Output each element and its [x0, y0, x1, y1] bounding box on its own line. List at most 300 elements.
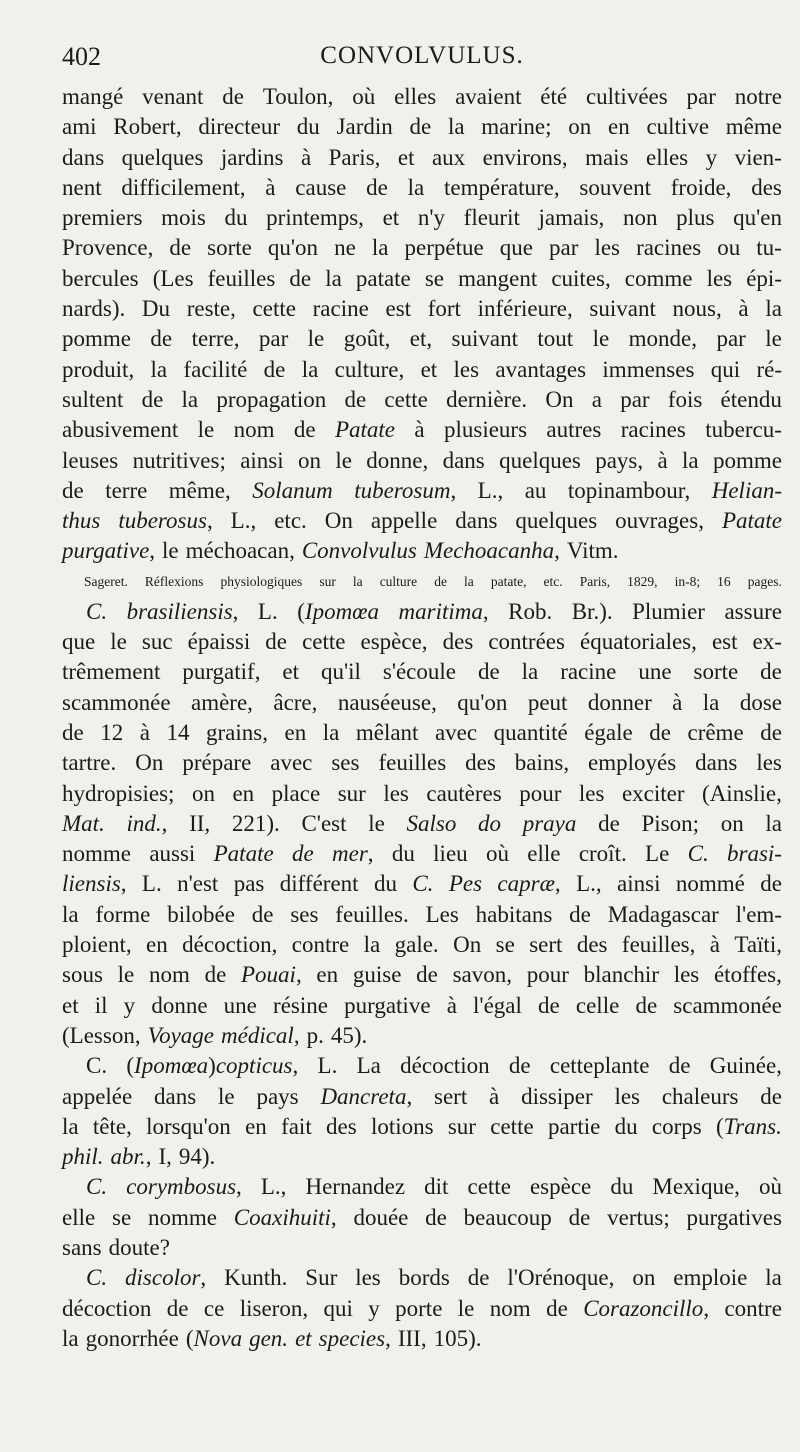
text-line [62, 809, 782, 839]
text-line [62, 536, 782, 566]
word: on [191, 780, 215, 806]
word: elles [645, 144, 689, 170]
word [126, 1051, 298, 1081]
word: y [705, 144, 718, 170]
word: 16 [717, 573, 731, 589]
word: dans [442, 447, 485, 473]
word: Pison; [641, 810, 699, 836]
word: de [169, 235, 192, 261]
word: et [295, 1325, 312, 1351]
word: donne [151, 992, 208, 1018]
text-line [62, 779, 782, 809]
word [186, 1324, 242, 1354]
word: facilité [183, 356, 248, 382]
word: premiers [62, 205, 143, 231]
word: Toulon, [262, 84, 334, 109]
text-line [62, 1172, 782, 1202]
word: Du [141, 296, 171, 322]
word: nauséeuse, [337, 689, 437, 715]
word: On [135, 750, 164, 776]
word: de [598, 810, 620, 836]
word: décoction, [182, 932, 278, 958]
word: sert [434, 1083, 468, 1109]
word: de [251, 901, 274, 927]
word: amère, [191, 689, 253, 715]
word: se [112, 1204, 132, 1230]
word: la [363, 932, 381, 958]
word: le [110, 629, 127, 655]
word: espèce [529, 1174, 592, 1200]
word: sultent [62, 386, 124, 412]
word: la [682, 447, 699, 473]
word: ses [331, 750, 360, 776]
word: en [284, 719, 307, 745]
word: , [450, 477, 457, 503]
text-line [62, 597, 782, 627]
word: à [672, 689, 683, 715]
word: brasi- [727, 841, 782, 867]
word: du [296, 114, 320, 140]
word: Madagascar [607, 901, 719, 927]
text-line [62, 203, 782, 233]
word: , [295, 962, 302, 988]
word: Ipomœa [134, 1053, 209, 1079]
text-line [62, 627, 782, 657]
text-line [62, 1142, 782, 1172]
word: ( [126, 1053, 135, 1079]
word: copticus [215, 1053, 293, 1079]
word: le [368, 810, 385, 836]
word: sert [529, 932, 563, 958]
word: de [477, 659, 500, 685]
word: C. [412, 871, 434, 897]
text-line [62, 1324, 782, 1354]
word: méchoacan, [185, 538, 295, 564]
word: Dancreta [320, 1083, 407, 1109]
text-line [62, 143, 782, 173]
word: plus [676, 205, 715, 231]
word: ( [185, 1325, 194, 1351]
word: Mexique, [652, 1174, 740, 1200]
word: même [725, 114, 782, 140]
text-line [62, 294, 782, 324]
word: où [485, 841, 509, 867]
word: aussi [149, 841, 196, 867]
word: le [592, 326, 610, 352]
word: quantité [493, 719, 568, 745]
word: en [146, 932, 168, 958]
word: et [420, 356, 438, 382]
word: racine [312, 296, 369, 322]
word: médical [221, 1022, 294, 1048]
word: appelée [62, 1083, 133, 1109]
word: ind. [126, 810, 162, 836]
word: discolor [125, 1265, 201, 1291]
word: mois [161, 205, 206, 231]
word: à [489, 1083, 500, 1109]
word: à [139, 719, 150, 745]
word: ou [717, 235, 741, 261]
text-line [62, 506, 782, 536]
word: de [204, 962, 227, 988]
word: ( [297, 598, 305, 624]
word: âcre, [273, 689, 318, 715]
word: L. [257, 598, 278, 624]
word: à [738, 296, 749, 322]
word: porte [395, 1295, 443, 1321]
word: tartre. [62, 750, 117, 776]
word [241, 960, 302, 990]
word: sur [319, 573, 336, 589]
word: 1829, [627, 573, 658, 589]
word: Ipomœa [304, 598, 380, 624]
word: Les [425, 901, 459, 927]
word: quelques [515, 508, 598, 534]
word: ploient, [62, 932, 132, 958]
word: douée [353, 1204, 409, 1230]
word: en [232, 780, 255, 806]
word: Plumier [632, 598, 705, 624]
word: lotions [370, 1113, 434, 1139]
word: ré- [756, 356, 782, 382]
word: feuilles [378, 750, 447, 776]
word: de [265, 629, 288, 655]
text-line [62, 991, 782, 1021]
word: purgative [344, 992, 431, 1018]
word [399, 597, 489, 627]
word: grains, [206, 719, 268, 745]
word: L., [477, 477, 504, 503]
word: , [236, 1174, 242, 1200]
word: Corazoncillo [583, 1295, 704, 1321]
word: feuilles. [335, 901, 409, 927]
word: la [301, 356, 319, 382]
word: nent [62, 174, 102, 200]
text-line [62, 1112, 782, 1142]
word: de [668, 1053, 691, 1079]
word [118, 506, 212, 536]
word: corymbosus [126, 1174, 237, 1200]
word: directeur [198, 114, 281, 140]
text-line [62, 688, 782, 718]
word: capræ [497, 871, 555, 897]
word: species [318, 1325, 386, 1351]
text-line [62, 1294, 782, 1324]
word: crême [687, 719, 744, 745]
word: bilobée [167, 901, 235, 927]
word: reste, [186, 296, 236, 322]
text-line [62, 173, 782, 203]
word: sur [337, 780, 366, 806]
word: la [407, 174, 425, 200]
word: on [297, 447, 321, 473]
word: avec [434, 719, 478, 745]
text-line [62, 1233, 782, 1263]
word: est [711, 629, 738, 655]
word: praya [522, 810, 577, 836]
word: C. [687, 841, 709, 867]
word: , [149, 538, 156, 564]
word: la [62, 1113, 79, 1139]
word: difficilement, [121, 174, 246, 200]
word: ce [203, 1295, 225, 1321]
word: par [716, 326, 746, 352]
text-line [62, 1051, 782, 1081]
word: à [414, 417, 425, 443]
word: en [245, 1113, 267, 1139]
word: mangent [458, 265, 538, 291]
word: la [765, 296, 782, 322]
word: la [447, 114, 465, 140]
word: II, [189, 810, 211, 836]
word: 221). [231, 810, 280, 836]
word: on [568, 114, 592, 140]
word: trêmement [62, 659, 161, 685]
word: physiologiques [220, 573, 303, 589]
word: suivant [589, 296, 656, 322]
word: sans [62, 1234, 102, 1260]
word: au [524, 477, 547, 503]
word: de [62, 477, 84, 503]
word: la [62, 1325, 79, 1351]
word: non [622, 205, 658, 231]
word: les [383, 780, 409, 806]
word: cuites, [551, 265, 611, 291]
word [127, 597, 239, 627]
word: a [591, 386, 602, 412]
word: leuses [62, 447, 119, 473]
word: Salso [406, 810, 457, 836]
word: pour [526, 962, 569, 988]
word [332, 839, 374, 869]
word: in-8; [674, 573, 701, 589]
word: sorte [207, 235, 252, 261]
word: la [765, 1265, 782, 1291]
word: les [453, 356, 480, 382]
word: différent [279, 871, 359, 897]
word [319, 1324, 391, 1354]
word: marine; [481, 114, 552, 140]
word: 94). [178, 1144, 216, 1170]
word: bercules [62, 265, 139, 291]
word [62, 536, 155, 566]
word: Taïti, [734, 932, 782, 958]
word: C'est [301, 810, 347, 836]
word: purgatif, [182, 659, 261, 685]
word: Rob. [508, 598, 553, 624]
word: dans [154, 1083, 197, 1109]
word: doute? [108, 1234, 170, 1260]
word: mer [332, 841, 368, 867]
word: qu'on [267, 235, 319, 261]
word: cette [252, 296, 296, 322]
word: nous, [672, 296, 722, 322]
word: L., [576, 871, 602, 897]
word: Pouai [241, 962, 296, 988]
word: 105). [433, 1325, 482, 1351]
word: de [366, 174, 388, 200]
word: terre, [191, 326, 240, 352]
word: exciter [621, 780, 685, 806]
word: blanchir [583, 962, 659, 988]
word: par [686, 84, 716, 109]
page-header [62, 42, 782, 82]
word: lorsqu'on [146, 1113, 231, 1139]
word: de [508, 1053, 531, 1079]
word: gale. [394, 932, 439, 958]
word: On [324, 508, 353, 534]
word: (Ainslie, [702, 780, 782, 806]
word: cetteplante [549, 1053, 650, 1079]
word: le [162, 538, 179, 564]
word: de [141, 386, 164, 412]
word: décoction [62, 1295, 152, 1321]
word: Sageret. [84, 573, 128, 589]
word: égale [584, 719, 633, 745]
word: dans [62, 144, 105, 170]
word: racines [620, 417, 686, 443]
word: le [197, 417, 215, 443]
text-line [62, 446, 782, 476]
word: , [200, 1265, 207, 1291]
word [221, 1021, 300, 1051]
word: C. [86, 598, 108, 624]
text-line [62, 718, 782, 748]
word: , [120, 871, 127, 897]
word: L., [260, 1174, 287, 1200]
word: est [385, 296, 412, 322]
word [62, 869, 127, 899]
word: cultivées [585, 84, 668, 109]
word: Vitm. [566, 538, 619, 564]
word: dans [455, 508, 498, 534]
word: de [416, 962, 438, 988]
word: pays [256, 1083, 299, 1109]
word: 45). [330, 1022, 368, 1048]
word: , [145, 1144, 152, 1170]
word: savon, [452, 962, 512, 988]
word: notre [734, 84, 782, 109]
word: thus [62, 508, 101, 534]
word: autres [546, 417, 602, 443]
word: de [635, 992, 658, 1018]
word: purgatives [686, 1204, 782, 1230]
word: Patate [721, 508, 782, 534]
word: qu'en [733, 205, 782, 231]
word: Patate [334, 417, 396, 443]
word: tête, [92, 1113, 132, 1139]
word: donne, [366, 447, 429, 473]
word: produit, [62, 356, 135, 382]
word: l'em- [735, 901, 782, 927]
word: résine [273, 992, 328, 1018]
word: aux [431, 144, 466, 170]
word: Trans. [723, 1113, 782, 1139]
word: par [549, 235, 579, 261]
word: etc. [274, 508, 307, 534]
word: ouvrages, [615, 508, 704, 534]
word: tu- [756, 235, 782, 261]
word: les [594, 235, 621, 261]
word: nom [233, 417, 275, 443]
word: des [751, 174, 782, 200]
word: perpétue [404, 235, 484, 261]
word [234, 1203, 337, 1233]
word: à [709, 932, 720, 958]
word: L., [230, 508, 257, 534]
word: environs, [482, 144, 568, 170]
word: nommé [675, 871, 745, 897]
word: de [425, 1204, 447, 1230]
word: Le [645, 841, 670, 867]
word: espèce, [360, 629, 428, 655]
word: n'y [417, 205, 445, 231]
word: fleurit [463, 205, 520, 231]
word: fois [667, 386, 703, 412]
word: la [464, 573, 474, 589]
word: C. [86, 1265, 108, 1291]
word: été [540, 84, 568, 109]
text-line [62, 355, 782, 385]
word: beaucoup [463, 1204, 552, 1230]
word: Hernandez [305, 1174, 406, 1200]
word: tubercu- [705, 417, 782, 443]
word: 14 [166, 719, 190, 745]
text-line [62, 900, 782, 930]
word: le [307, 326, 325, 352]
word: la [150, 356, 168, 382]
text-line [62, 112, 782, 142]
word: dernière. [446, 386, 528, 412]
word: maritima [398, 598, 483, 624]
word: avaient [455, 84, 522, 109]
word: en [608, 114, 630, 140]
text-line [62, 1082, 782, 1112]
word: des [576, 932, 608, 958]
word: lieu [433, 841, 468, 867]
word: qu'on [457, 689, 508, 715]
text-line [62, 1021, 782, 1051]
word: patate, [490, 573, 527, 589]
word: place [271, 780, 321, 806]
word: patate [355, 265, 411, 291]
word: les [706, 265, 733, 291]
word: , [385, 1325, 391, 1351]
text-line [62, 415, 782, 445]
word: p. [306, 1022, 324, 1048]
word: épi- [746, 265, 782, 291]
word: tout [537, 326, 574, 352]
word: cautères [426, 780, 502, 806]
word: Convolvulus [301, 538, 417, 564]
word: (Lesson, [62, 1022, 141, 1048]
word: elles [394, 84, 437, 109]
word: Nova [193, 1325, 243, 1351]
word: le [117, 962, 135, 988]
word: pas [233, 871, 265, 897]
word: ) [208, 1053, 216, 1079]
word: y [123, 992, 136, 1018]
word: des [465, 750, 496, 776]
text-line [62, 385, 782, 415]
word: du [373, 871, 397, 897]
word [320, 1082, 412, 1112]
word: quelques [499, 447, 581, 473]
word: , [292, 1053, 299, 1079]
word: la [181, 386, 199, 412]
word: Pes [448, 871, 483, 897]
word: de [344, 386, 367, 412]
